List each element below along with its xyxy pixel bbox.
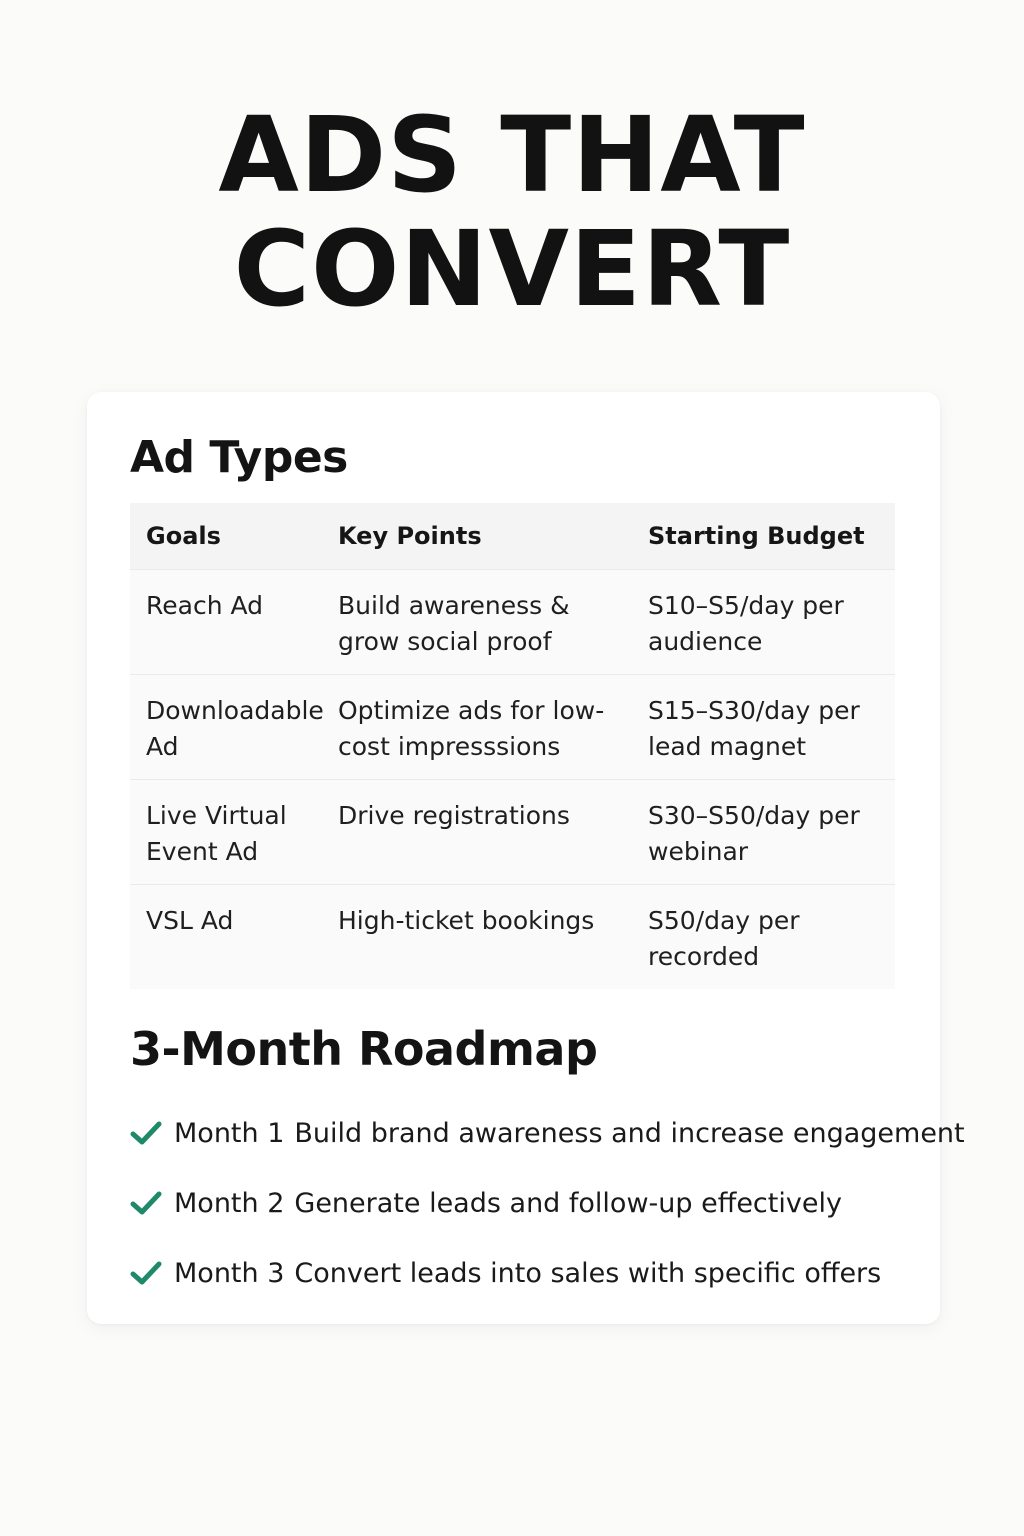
roadmap-item-month-2 xyxy=(130,1168,930,1238)
goal-cell: Downloadable Ad xyxy=(146,696,324,761)
budget-cell: S15–S30/day per lead magnet xyxy=(648,696,860,761)
month-label: Month 1 xyxy=(174,1117,285,1149)
month-description: Convert leads into sales with specific offers xyxy=(294,1257,882,1289)
content-card xyxy=(87,392,965,1324)
table-header-row xyxy=(130,503,895,569)
header-goals: Goals xyxy=(146,522,221,550)
month-label: Month 3 xyxy=(174,1257,285,1289)
table-row xyxy=(130,674,895,779)
roadmap-heading: 3-Month Roadmap xyxy=(130,1022,598,1076)
roadmap-item-month-3 xyxy=(130,1238,930,1308)
ad-types-table xyxy=(130,503,895,989)
key-points-cell: Drive registrations xyxy=(338,801,570,830)
month-label: Month 2 xyxy=(174,1187,285,1219)
goal-cell: Reach Ad xyxy=(146,591,264,620)
header-key-points: Key Points xyxy=(338,522,482,550)
roadmap-list xyxy=(130,1098,965,1308)
title-line-2: CONVERT xyxy=(233,208,791,330)
title-line-1: ADS THAT xyxy=(218,94,806,216)
budget-cell: S10–S5/day per audience xyxy=(648,591,844,656)
key-points-cell: Optimize ads for low-cost impresssions xyxy=(338,696,605,761)
key-points-cell: Build awareness & grow social proof xyxy=(338,591,570,656)
goal-cell: VSL Ad xyxy=(146,906,234,935)
roadmap-item-month-1 xyxy=(130,1098,965,1168)
goal-cell: Live Virtual Event Ad xyxy=(146,801,287,866)
budget-cell: S50/day per recorded xyxy=(648,906,800,971)
table-row xyxy=(130,569,895,674)
key-points-cell: High-ticket bookings xyxy=(338,906,595,935)
month-description: Build brand awareness and increase engagement xyxy=(294,1117,965,1149)
page-title xyxy=(0,94,1024,330)
ad-types-heading: Ad Types xyxy=(130,432,348,483)
header-starting-budget: Starting Budget xyxy=(648,522,865,550)
table-row xyxy=(130,884,895,989)
month-description: Generate leads and follow-up effectively xyxy=(294,1187,842,1219)
check-icon xyxy=(130,1119,162,1147)
check-icon xyxy=(130,1259,162,1287)
table-row xyxy=(130,779,895,884)
budget-cell: S30–S50/day per webinar xyxy=(648,801,860,866)
check-icon xyxy=(130,1189,162,1217)
